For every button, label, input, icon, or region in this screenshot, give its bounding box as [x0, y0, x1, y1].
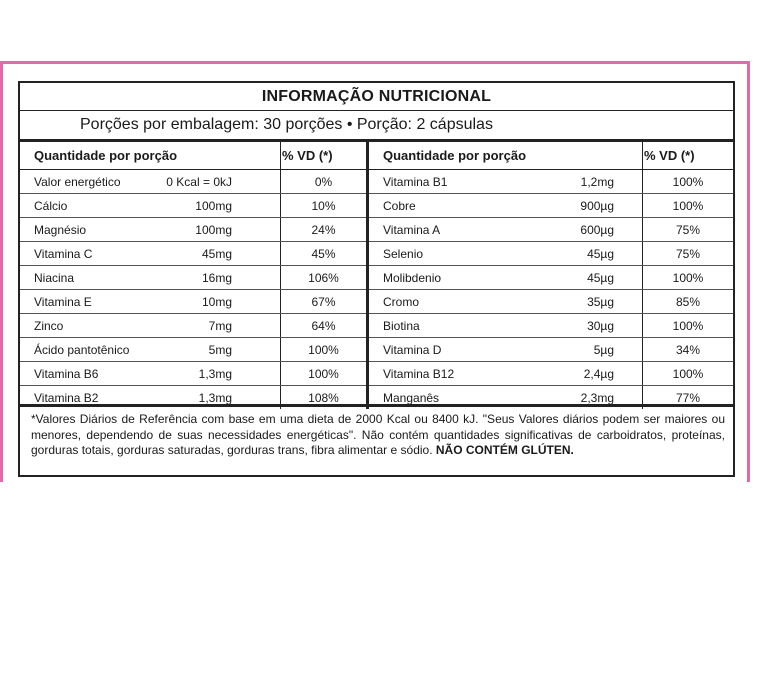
nutrient-vd: 75%	[643, 242, 734, 266]
nutrient-vd: 100%	[643, 266, 734, 290]
nutrient-name: Manganês	[383, 390, 440, 405]
nutrient-vd: 34%	[643, 338, 734, 362]
nutrient-name: Biotina	[369, 314, 527, 338]
quantity-header: Quantidade por porção	[369, 142, 643, 170]
nutrient-amount: 30µg	[527, 314, 642, 338]
table-row	[20, 266, 368, 290]
table-row	[369, 338, 733, 362]
table-row	[369, 242, 733, 266]
left-table-body	[20, 170, 368, 410]
nutrient-name: Molibdenio	[369, 266, 527, 290]
table-row	[20, 242, 368, 266]
table-row	[20, 194, 368, 218]
nutrient-vd: 106%	[281, 266, 368, 290]
nutrient-amount: 0 Kcal = 0kJ	[147, 170, 280, 194]
nutrient-name: Vitamina A	[369, 218, 527, 242]
table-row	[20, 362, 368, 386]
nutrient-vd: 10%	[281, 194, 368, 218]
table-header-row	[20, 142, 368, 170]
nutrient-vd: 108%	[281, 386, 368, 410]
table-row	[20, 338, 368, 362]
nutrient-name: Vitamina D	[369, 338, 527, 362]
nutrient-vd: 100%	[281, 362, 368, 386]
nutrient-vd: 100%	[643, 314, 734, 338]
nutrient-name: Cálcio	[20, 194, 147, 218]
gluten-free-notice: NÃO CONTÉM GLÚTEN.	[435, 443, 574, 457]
table-row	[369, 362, 733, 386]
nutrient-name: Valor energético	[20, 170, 147, 194]
nutrient-amount: 10mg	[147, 290, 280, 314]
nutrition-table-right	[369, 142, 733, 409]
nutrient-amount: 45µg	[527, 242, 642, 266]
nutrient-name: Vitamina E	[20, 290, 147, 314]
nutrient-amount: 100mg	[147, 218, 280, 242]
panel-title: INFORMAÇÃO NUTRICIONAL	[20, 83, 733, 111]
nutrient-amount: 5mg	[147, 338, 280, 362]
footnote	[20, 404, 733, 459]
table-row	[369, 314, 733, 338]
nutrient-amount: 1,3mg	[198, 390, 232, 405]
nutrient-amount: 5µg	[527, 338, 642, 362]
nutrient-vd: 64%	[281, 314, 368, 338]
nutrient-vd: 24%	[281, 218, 368, 242]
nutrition-table-left	[20, 142, 369, 409]
nutrient-name: Vitamina B1	[369, 170, 527, 194]
nutrient-name: Cobre	[369, 194, 527, 218]
table-row	[20, 314, 368, 338]
table-row	[369, 386, 733, 410]
nutrient-vd: 77%	[643, 386, 734, 410]
nutrient-amount: 900µg	[527, 194, 642, 218]
nutrient-amount: 1,2mg	[527, 170, 642, 194]
nutrient-vd: 67%	[281, 290, 368, 314]
nutrient-amount: 45µg	[527, 266, 642, 290]
table-row	[369, 194, 733, 218]
table-row	[369, 170, 733, 194]
nutrient-vd: 100%	[643, 194, 734, 218]
nutrient-vd: 100%	[643, 362, 734, 386]
vd-header: % VD (*)	[281, 142, 368, 170]
table-row	[20, 386, 368, 410]
nutrient-amount: 16mg	[147, 266, 280, 290]
nutrient-vd: 0%	[281, 170, 368, 194]
quantity-header: Quantidade por porção	[20, 142, 281, 170]
vd-header: % VD (*)	[643, 142, 734, 170]
table-header-row	[369, 142, 733, 170]
nutrient-vd: 100%	[281, 338, 368, 362]
nutrient-amount: 1,3mg	[147, 362, 280, 386]
table-row	[20, 170, 368, 194]
footnote-text: *Valores Diários de Referência com base em uma dieta de 2000 Kcal ou 8400 kJ. "Seus Valores diários podem ser maiores ou menores, dependendo de suas necessidades energéticas". Não contém quantidades significativas de carboidratos, proteínas, gorduras totais, gorduras saturadas, gorduras trans, fibra alimentar e sódio.	[31, 412, 725, 457]
nutrient-name: Zinco	[20, 314, 147, 338]
nutrient-amount: 45mg	[147, 242, 280, 266]
nutrient-name: Vitamina B12	[369, 362, 527, 386]
nutrient-amount: 2,3mg	[580, 390, 614, 405]
nutrient-name: Vitamina B6	[20, 362, 147, 386]
nutrient-name: Cromo	[369, 290, 527, 314]
nutrient-vd: 85%	[643, 290, 734, 314]
nutrient-amount: 2,4µg	[527, 362, 642, 386]
nutrient-vd: 45%	[281, 242, 368, 266]
nutrient-name: Selenio	[369, 242, 527, 266]
table-row	[369, 290, 733, 314]
table-row	[20, 290, 368, 314]
nutrition-tables	[20, 142, 733, 404]
nutrient-amount: 600µg	[527, 218, 642, 242]
nutrient-name: Ácido pantotênico	[20, 338, 147, 362]
nutrient-name: Niacina	[20, 266, 147, 290]
table-row	[369, 218, 733, 242]
nutrient-name: Vitamina B2	[34, 390, 99, 405]
nutrient-amount: 7mg	[147, 314, 280, 338]
nutrient-vd: 75%	[643, 218, 734, 242]
nutrient-vd: 100%	[643, 170, 734, 194]
nutrient-amount: 100mg	[147, 194, 280, 218]
nutrient-name: Vitamina C	[20, 242, 147, 266]
right-table-body	[369, 170, 733, 410]
nutrition-facts-panel	[18, 81, 735, 477]
serving-info: Porções por embalagem: 30 porções • Porção: 2 cápsulas	[20, 111, 733, 142]
table-row	[369, 266, 733, 290]
nutrient-name: Magnésio	[20, 218, 147, 242]
nutrient-amount: 35µg	[527, 290, 642, 314]
table-row	[20, 218, 368, 242]
